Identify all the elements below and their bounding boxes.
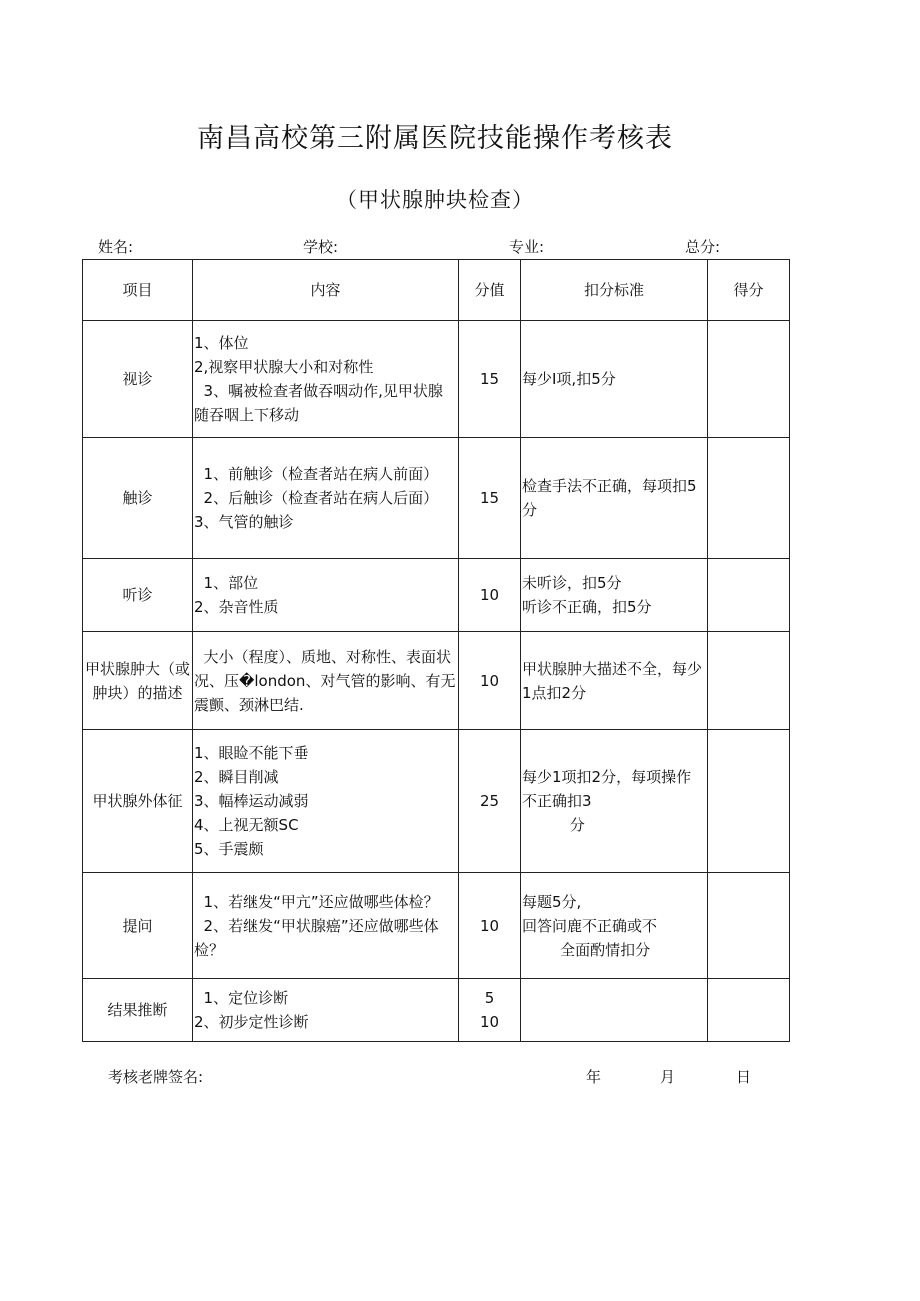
- table-row: [83, 873, 790, 979]
- table-row: [83, 559, 790, 632]
- row-obtained-score: [708, 632, 790, 730]
- standard-line: 未听诊，扣5分: [522, 574, 622, 592]
- row-content: [193, 873, 459, 979]
- row-item: 听诊: [83, 559, 193, 632]
- row-score: 10: [459, 873, 521, 979]
- page-title: 南昌高校第三附属医院技能操作考核表: [197, 123, 673, 154]
- standard-line: 分: [522, 816, 585, 834]
- row-obtained-score: [708, 438, 790, 559]
- name-label: 姓名:: [98, 238, 134, 256]
- row-obtained-score: [708, 321, 790, 438]
- content-line: 1、若继发“甲亢”还应做哪些体检？: [194, 892, 439, 911]
- content-line: 1、前触诊（检查者站在病人前面）: [194, 465, 439, 483]
- row-item: 甲状腺外体征: [83, 730, 193, 873]
- row-score: 10: [459, 632, 521, 730]
- header-score: 分值: [459, 260, 521, 321]
- content-line: 2、初步定性诊断: [194, 1013, 309, 1031]
- row-item: 视诊: [83, 321, 193, 438]
- row-deduction-standard: [521, 438, 708, 559]
- row-deduction-standard: [521, 730, 708, 873]
- row-score: 5 10: [459, 979, 521, 1042]
- row-obtained-score: [708, 559, 790, 632]
- row-content: [193, 979, 459, 1042]
- standard-line: 回答问鹿不正确或不: [522, 916, 658, 935]
- row-item: 提问: [83, 873, 193, 979]
- content-line: 2、若继发“甲状腺癌”还应做哪些体检？: [194, 916, 439, 959]
- major-label: 专业:: [509, 238, 545, 256]
- page-subtitle: （甲状腺肿块检查）: [336, 188, 534, 212]
- row-content: [193, 438, 459, 559]
- table-header-row: [83, 260, 790, 321]
- header-content: 内容: [193, 260, 459, 321]
- table-body: [83, 321, 790, 1042]
- row-content: [193, 632, 459, 730]
- table-row: [83, 730, 790, 873]
- content-line: 3、气管的触诊: [194, 513, 294, 531]
- row-deduction-standard: [521, 559, 708, 632]
- row-obtained-score: [708, 873, 790, 979]
- standard-line: 每少1项扣2分，每项操作不正确扣3: [522, 768, 692, 810]
- content-line: 3、幅棒运动减弱: [194, 792, 309, 810]
- row-deduction-standard: [521, 979, 708, 1042]
- row-score: 25: [459, 730, 521, 873]
- table-row: [83, 321, 790, 438]
- table-row: [83, 438, 790, 559]
- table-row: [83, 632, 790, 730]
- signature-label: 考核老牌签名:: [108, 1068, 204, 1086]
- header-deduction-standard: 扣分标准: [521, 260, 708, 321]
- standard-line: 甲状腺肿大描述不全，每少1点扣2分: [522, 659, 703, 702]
- standard-line: 每题5分,: [522, 892, 582, 911]
- row-content: [193, 730, 459, 873]
- date-year-label: 年: [586, 1068, 602, 1086]
- content-line: 大小（程度）、质地、对称性、表面状况、压�london、对气管的影响、有无震颤、颈淋巴结.: [194, 647, 456, 714]
- date-month-label: 月: [660, 1068, 676, 1086]
- row-obtained-score: [708, 730, 790, 873]
- row-score: 15: [459, 438, 521, 559]
- content-line: 5、手震颇: [194, 840, 264, 858]
- content-line: 1、体位: [194, 334, 249, 352]
- content-line: 2、瞬目削减: [194, 768, 279, 786]
- header-obtained-score: 得分: [708, 260, 790, 321]
- header-item: 项目: [83, 260, 193, 321]
- row-deduction-standard: [521, 321, 708, 438]
- content-line: 4、上视无额SC: [194, 816, 299, 834]
- row-item: 甲状腺肿大（或肿块）的描述: [83, 632, 193, 730]
- row-score: 10: [459, 559, 521, 632]
- school-label: 学校:: [303, 238, 339, 256]
- content-line: 3、嘱被检查者做吞咽动作,见甲状腺随吞咽上下移动: [194, 382, 443, 424]
- row-content: [193, 321, 459, 438]
- row-deduction-standard: [521, 632, 708, 730]
- standard-line: 听诊不正确，扣5分: [522, 598, 652, 616]
- row-score: 15: [459, 321, 521, 438]
- standard-line: 每少I项,扣5分: [522, 370, 616, 388]
- content-line: 2、杂音性质: [194, 598, 279, 616]
- row-item: 触诊: [83, 438, 193, 559]
- total-score-label: 总分:: [685, 238, 721, 256]
- content-line: 1、眼睑不能下垂: [194, 744, 309, 762]
- assessment-table: [82, 259, 790, 1042]
- row-obtained-score: [708, 979, 790, 1042]
- table-row: [83, 979, 790, 1042]
- date-day-label: 日: [736, 1068, 752, 1086]
- content-line: 1、定位诊断: [194, 989, 289, 1007]
- content-line: 2、后触诊（检查者站在病人后面）: [194, 489, 439, 507]
- row-deduction-standard: [521, 873, 708, 979]
- row-content: [193, 559, 459, 632]
- standard-line: 全面酌情扣分: [522, 940, 651, 959]
- row-item: 结果推断: [83, 979, 193, 1042]
- standard-line: 检查手法不正确，每项扣5分: [522, 477, 697, 519]
- content-line: 1、部位: [194, 574, 259, 592]
- content-line: 2,视察甲状腺大小和对称性: [194, 358, 374, 376]
